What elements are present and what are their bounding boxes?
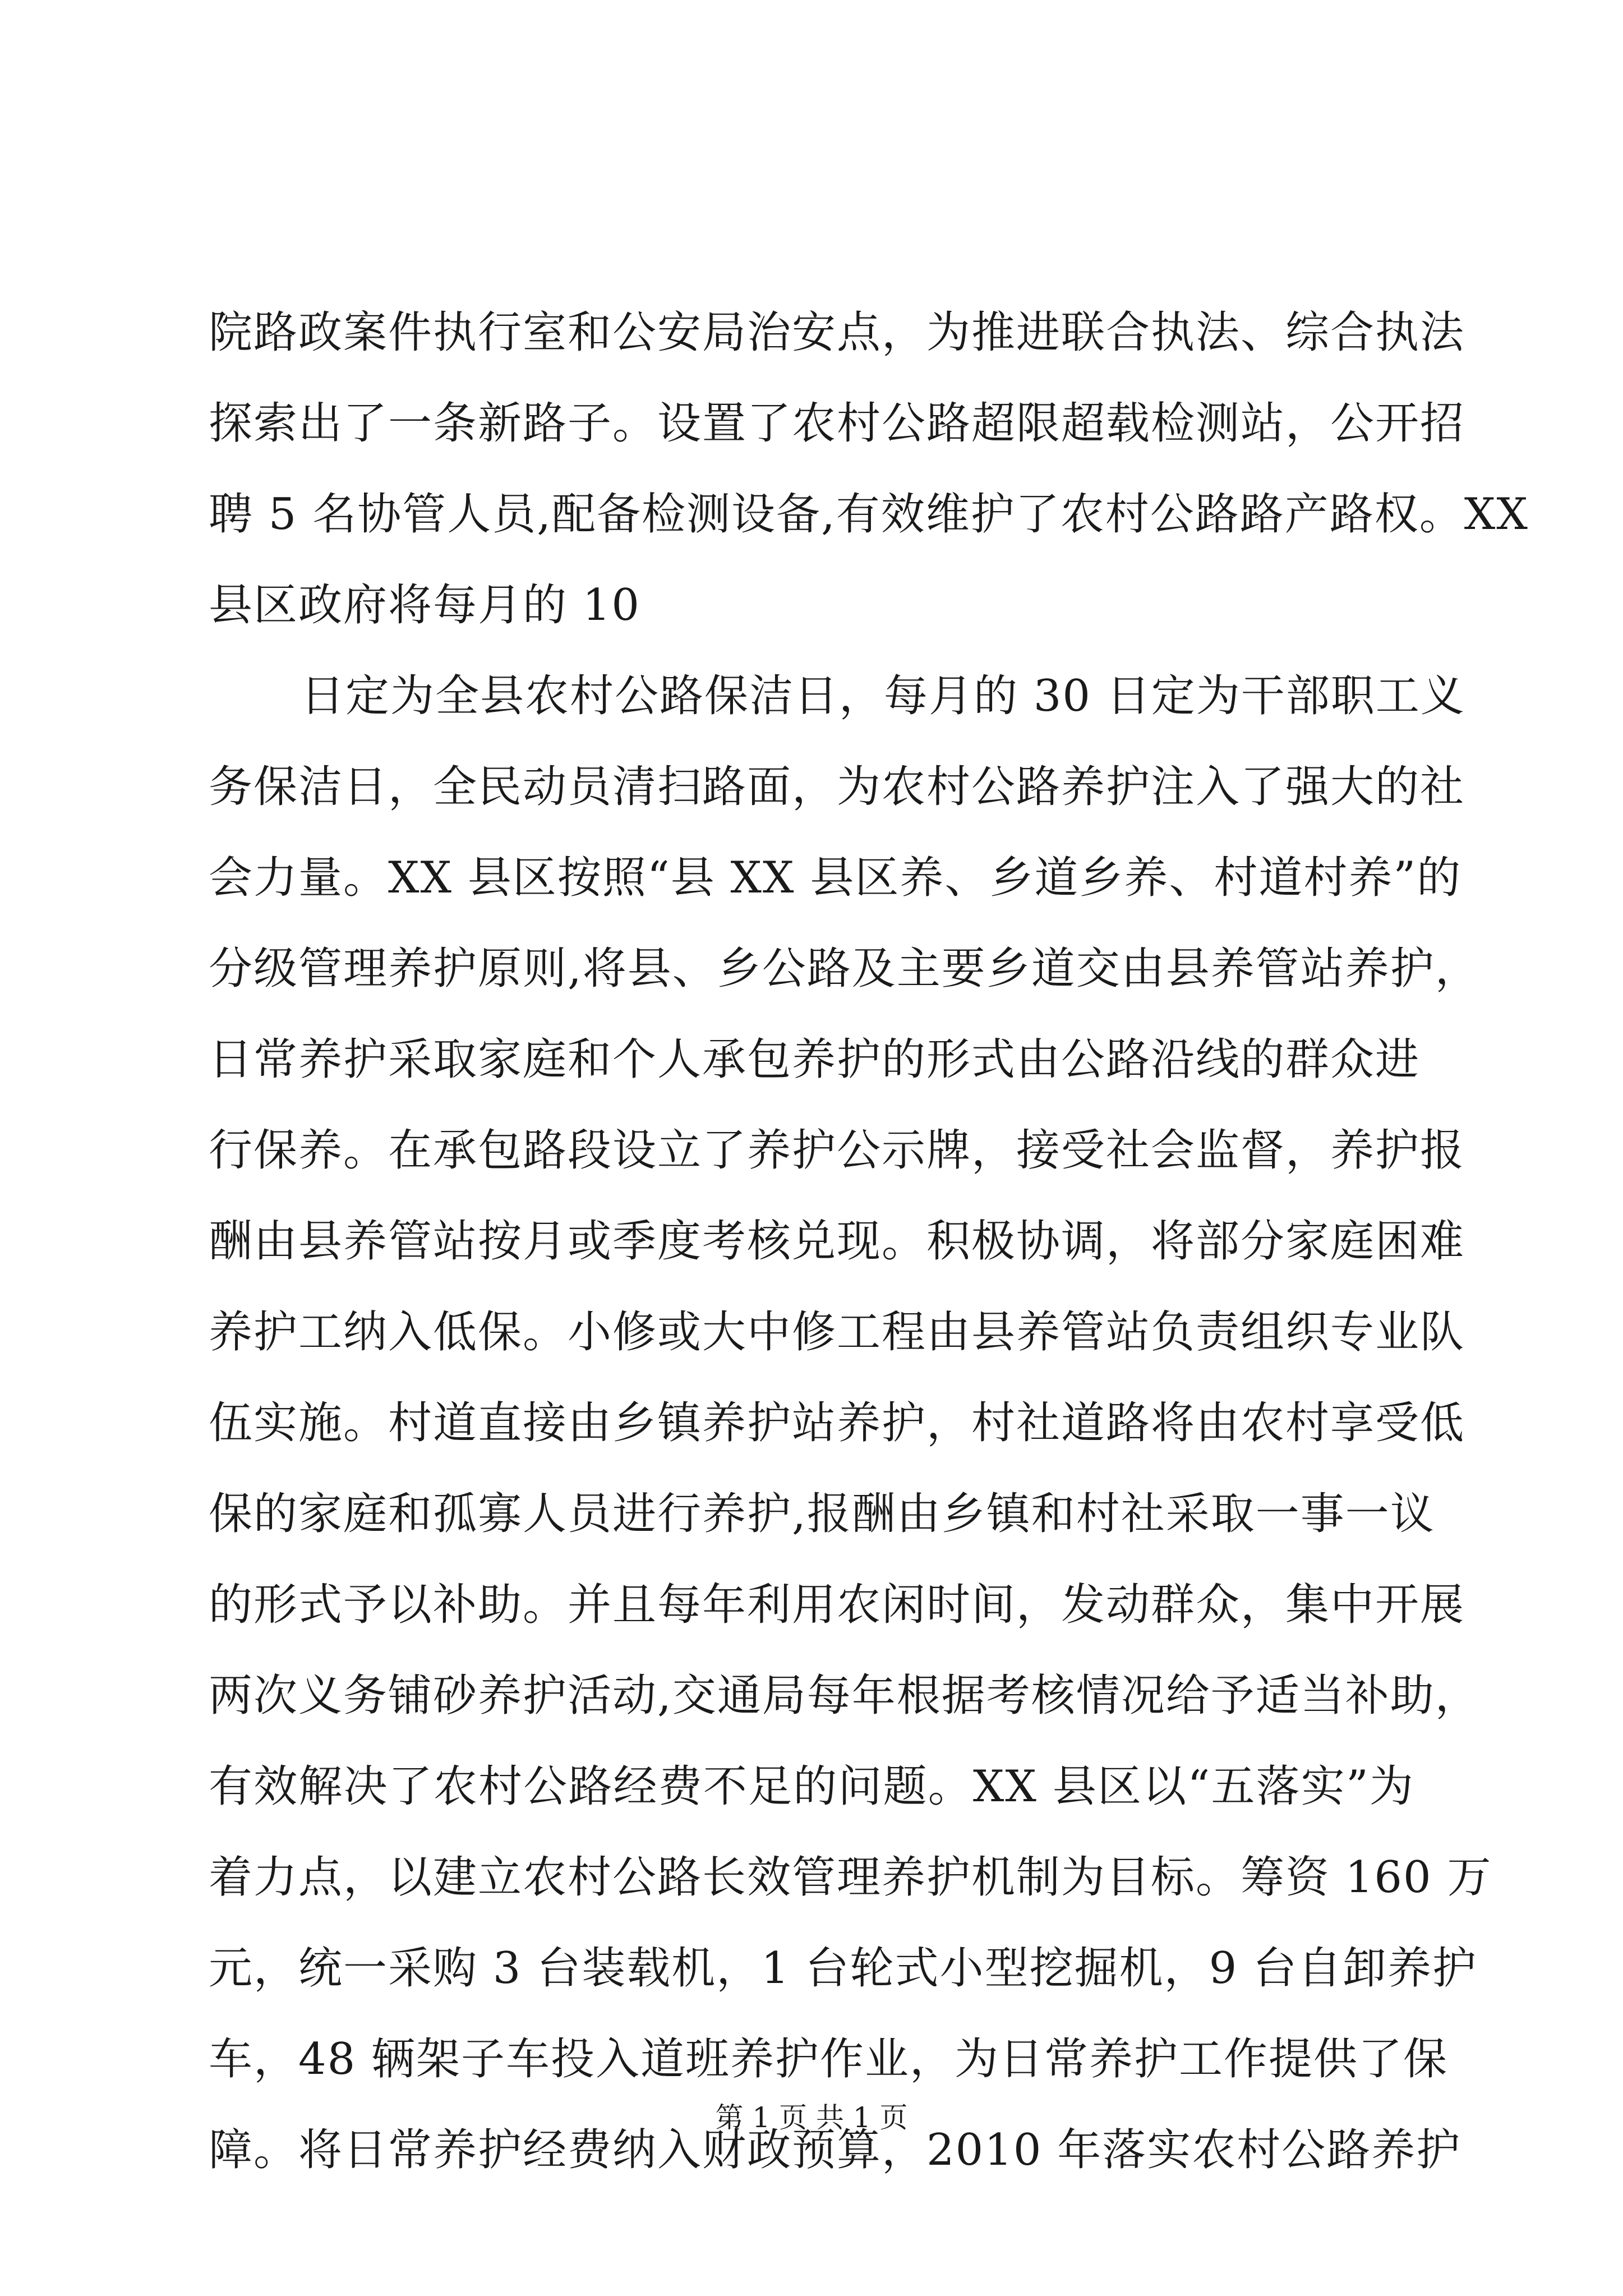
text-line: 养护工纳入低保。小修或大中修工程由县养管站负责组织专业队 (209, 1307, 1465, 1358)
text-line: 酬由县养管站按月或季度考核兑现。积极协调，将部分家庭困难 (209, 1216, 1465, 1267)
text-line: 障。将日常养护经费纳入财政预算，2010 年落实农村公路养护 (209, 2125, 1461, 2175)
text-line: 分级管理养护原则,将县、乡公路及主要乡道交由县养管站养护， (209, 944, 1480, 994)
text-line: 院路政案件执行室和公安局治安点，为推进联合执法、综合执法 (209, 307, 1465, 358)
page-number: 第 1 页 共 1 页 (715, 2101, 908, 2134)
text-line: 元，统一采购 3 台装载机，1 台轮式小型挖掘机，9 台自卸养护 (209, 1943, 1478, 1994)
text-line: 聘 5 名协管人员,配备检测设备,有效维护了农村公路路产路权。XX (209, 489, 1529, 540)
text-line: 有效解决了农村公路经费不足的问题。XX 县区以“五落实”为 (209, 1761, 1414, 1812)
text-line: 着力点，以建立农村公路长效管理养护机制为目标。筹资 160 万 (209, 1852, 1492, 1903)
text-line: 会力量。XX 县区按照“县 XX 县区养、乡道乡养、村道村养”的 (209, 853, 1462, 903)
text-line: 伍实施。村道直接由乡镇养护站养护，村社道路将由农村享受低 (209, 1398, 1465, 1448)
text-line: 县区政府将每月的 10 (209, 580, 641, 631)
body-text (209, 287, 1529, 2196)
text-line: 务保洁日，全民动员清扫路面，为农村公路养护注入了强大的社 (209, 762, 1465, 812)
text-line: 探索出了一条新路子。设置了农村公路超限超载检测站，公开招 (209, 398, 1465, 449)
text-line: 日定为全县农村公路保洁日，每月的 30 日定为干部职工义 (301, 671, 1465, 721)
text-line: 车，48 辆架子车投入道班养护作业，为日常养护工作提供了保 (209, 2034, 1449, 2085)
text-line: 保的家庭和孤寡人员进行养护,报酬由乡镇和村社采取一事一议 (209, 1489, 1435, 1539)
page-footer (0, 2098, 1623, 2137)
text-line: 两次义务铺砂养护活动,交通局每年根据考核情况给予适当补助， (209, 1671, 1480, 1721)
text-line: 日常养护采取家庭和个人承包养护的形式由公路沿线的群众进 (209, 1034, 1421, 1085)
text-line: 行保养。在承包路段设立了养护公示牌，接受社会监督，养护报 (209, 1125, 1465, 1176)
text-line: 的形式予以补助。并且每年利用农闲时间，发动群众，集中开展 (209, 1580, 1465, 1630)
